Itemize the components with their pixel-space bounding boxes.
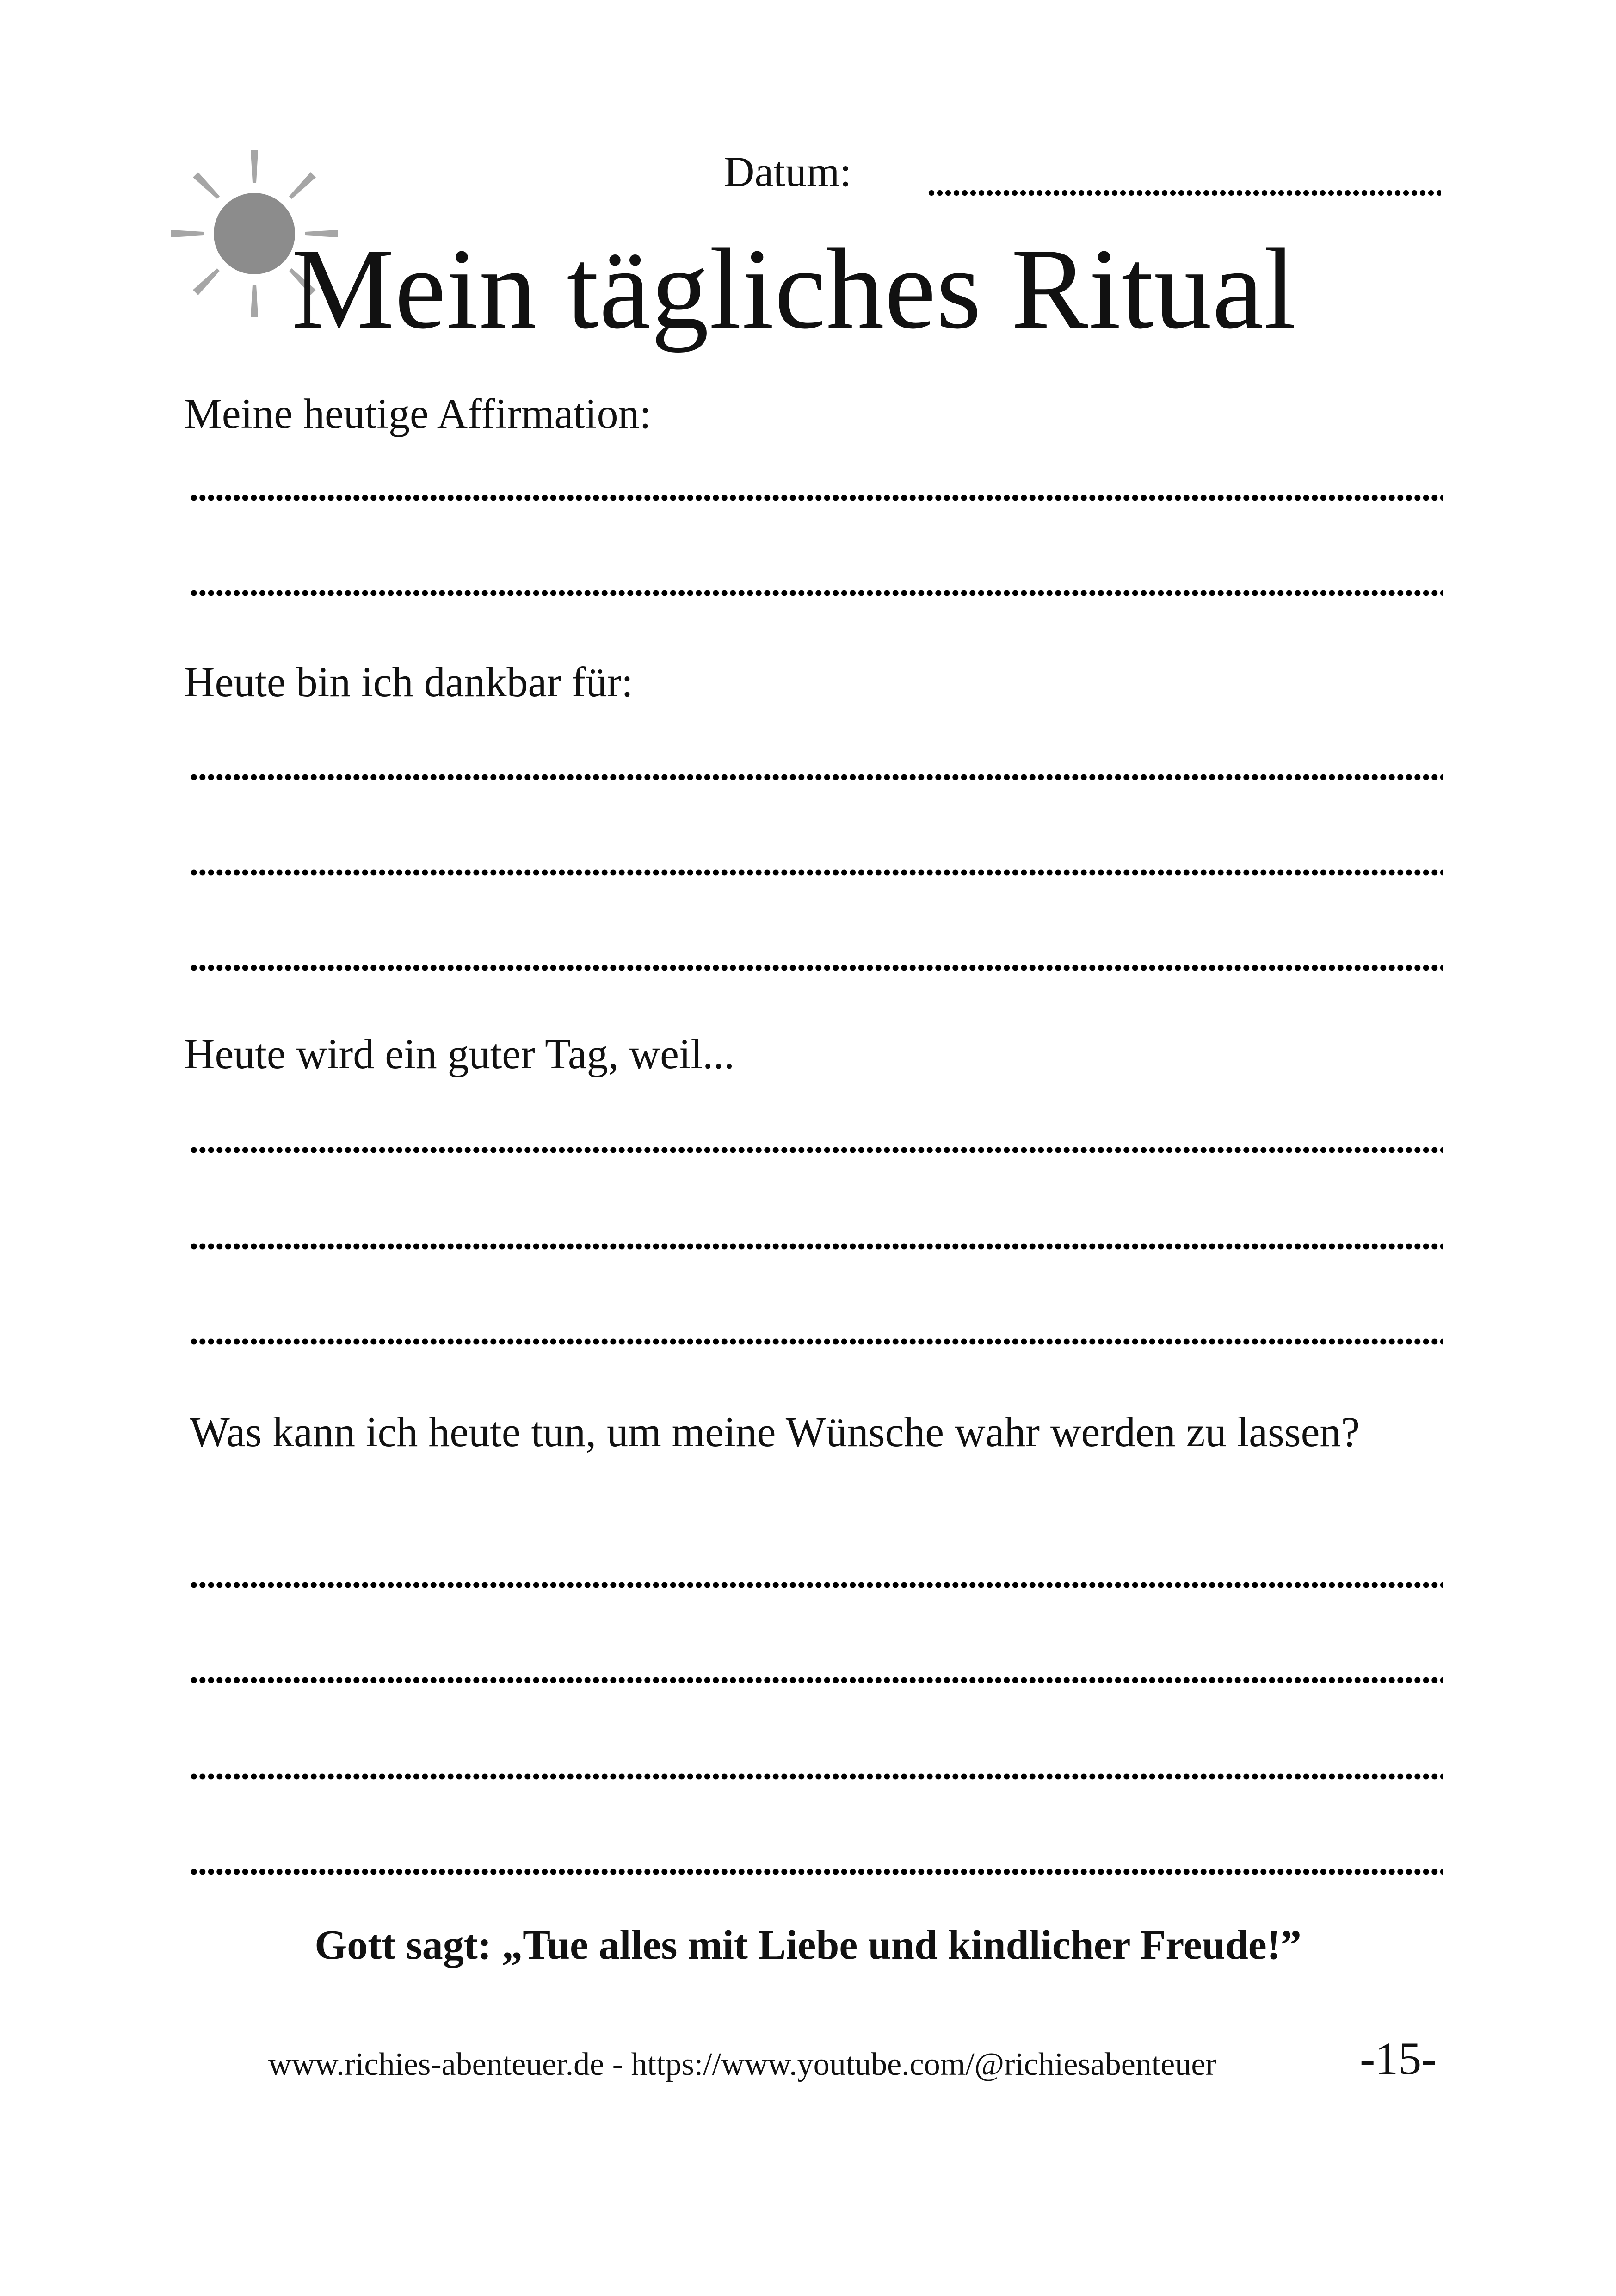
page-number: -15-	[1360, 2033, 1437, 2084]
section-label-wishes: Was kann ich heute tun, um meine Wünsche wahr werden zu lassen?	[190, 1408, 1360, 1455]
writing-line[interactable]	[190, 868, 1443, 877]
writing-line[interactable]	[190, 1772, 1443, 1781]
writing-line[interactable]	[190, 1337, 1443, 1346]
section-label-good-day: Heute wird ein guter Tag, weil...	[184, 1030, 735, 1077]
writing-line[interactable]	[190, 493, 1443, 502]
writing-line[interactable]	[190, 588, 1443, 598]
writing-line[interactable]	[190, 963, 1443, 972]
section-label-gratitude: Heute bin ich dankbar für:	[184, 658, 633, 706]
writing-line[interactable]	[190, 1242, 1443, 1251]
page-title: Mein tägliches Ritual	[291, 225, 1297, 353]
writing-line[interactable]	[190, 1676, 1443, 1685]
writing-line[interactable]	[190, 1580, 1443, 1590]
writing-line[interactable]	[190, 773, 1443, 782]
date-label: Datum:	[724, 148, 851, 195]
writing-line[interactable]	[190, 1867, 1443, 1876]
section-label-affirmation: Meine heutige Affirmation:	[184, 390, 652, 437]
footer-links: www.richies-abenteuer.de - https://www.youtube.com/@richiesabenteuer	[268, 2047, 1216, 2082]
writing-line[interactable]	[190, 1145, 1443, 1155]
closing-quote: Gott sagt: „Tue alles mit Liebe und kindlicher Freude!”	[315, 1922, 1301, 1968]
date-input-line[interactable]	[927, 189, 1441, 197]
